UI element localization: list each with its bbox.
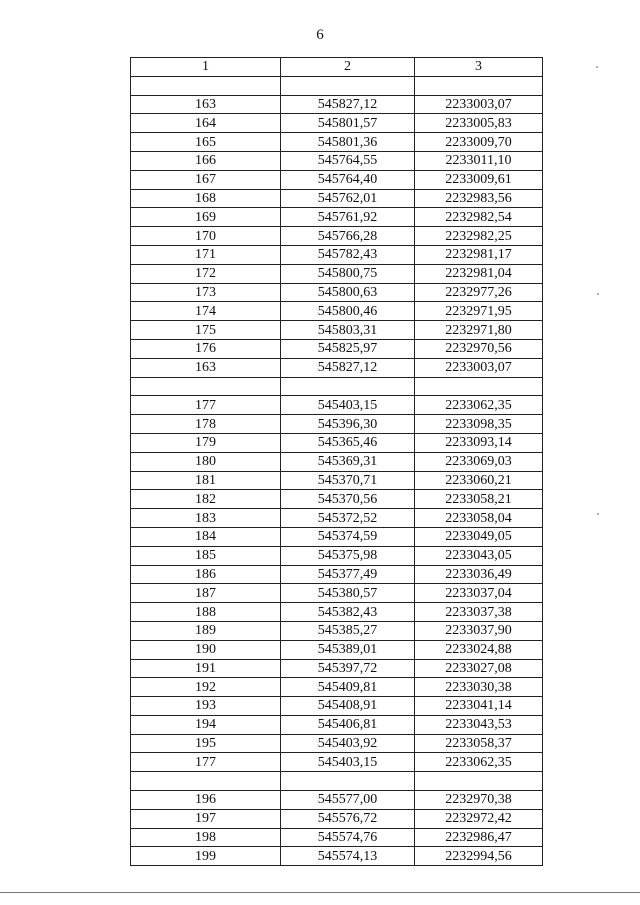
- y-coordinate-cell: 2233043,53: [415, 715, 543, 734]
- point-number-cell: 193: [131, 697, 281, 716]
- point-number-cell: 194: [131, 715, 281, 734]
- x-coordinate-cell: 545574,13: [281, 847, 415, 866]
- x-coordinate-cell: 545766,28: [281, 227, 415, 246]
- y-coordinate-cell: 2233037,04: [415, 584, 543, 603]
- y-coordinate-cell: 2233062,35: [415, 753, 543, 772]
- table-row: [131, 170, 543, 189]
- point-number-cell: 163: [131, 358, 281, 377]
- y-coordinate-cell: 2233003,07: [415, 95, 543, 114]
- x-coordinate-cell: 545374,59: [281, 527, 415, 546]
- page-bottom-edge: [0, 892, 640, 893]
- column-header-point: 1: [131, 58, 281, 77]
- y-coordinate-cell: 2233027,08: [415, 659, 543, 678]
- point-number-cell: 197: [131, 809, 281, 828]
- table-row: [131, 245, 543, 264]
- point-number-cell: 186: [131, 565, 281, 584]
- point-number-cell: 174: [131, 302, 281, 321]
- y-coordinate-cell: 2232972,42: [415, 809, 543, 828]
- table-row: [131, 809, 543, 828]
- y-coordinate-cell: 2232982,54: [415, 208, 543, 227]
- table-row: [131, 734, 543, 753]
- x-coordinate-cell: 545375,98: [281, 546, 415, 565]
- y-coordinate-cell: 2233037,90: [415, 621, 543, 640]
- y-coordinate-cell: 2232971,95: [415, 302, 543, 321]
- x-coordinate-cell: 545382,43: [281, 603, 415, 622]
- table-row: [131, 227, 543, 246]
- x-coordinate-cell: 545801,57: [281, 114, 415, 133]
- x-coordinate-cell: 545762,01: [281, 189, 415, 208]
- scan-speck: [597, 513, 599, 515]
- y-coordinate-cell: [415, 377, 543, 396]
- y-coordinate-cell: 2233011,10: [415, 151, 543, 170]
- y-coordinate-cell: 2233024,88: [415, 640, 543, 659]
- table-row: [131, 415, 543, 434]
- y-coordinate-cell: 2232986,47: [415, 828, 543, 847]
- y-coordinate-cell: 2233009,70: [415, 133, 543, 152]
- point-number-cell: 171: [131, 245, 281, 264]
- y-coordinate-cell: 2233058,21: [415, 490, 543, 509]
- x-coordinate-cell: 545385,27: [281, 621, 415, 640]
- x-coordinate-cell: 545782,43: [281, 245, 415, 264]
- point-number-cell: 198: [131, 828, 281, 847]
- y-coordinate-cell: 2233009,61: [415, 170, 543, 189]
- table-row: [131, 95, 543, 114]
- y-coordinate-cell: [415, 76, 543, 95]
- coordinates-table: [130, 57, 543, 866]
- y-coordinate-cell: 2232977,26: [415, 283, 543, 302]
- table-row: [131, 678, 543, 697]
- y-coordinate-cell: 2233030,38: [415, 678, 543, 697]
- point-number-cell: 189: [131, 621, 281, 640]
- table-row: [131, 133, 543, 152]
- x-coordinate-cell: 545801,36: [281, 133, 415, 152]
- point-number-cell: 172: [131, 264, 281, 283]
- x-coordinate-cell: [281, 377, 415, 396]
- column-header-y: 3: [415, 58, 543, 77]
- point-number-cell: 179: [131, 433, 281, 452]
- x-coordinate-cell: [281, 76, 415, 95]
- y-coordinate-cell: 2233058,37: [415, 734, 543, 753]
- blank-separator-row: [131, 377, 543, 396]
- x-coordinate-cell: 545406,81: [281, 715, 415, 734]
- y-coordinate-cell: 2233049,05: [415, 527, 543, 546]
- point-number-cell: 175: [131, 321, 281, 340]
- point-number-cell: [131, 76, 281, 95]
- table-row: [131, 697, 543, 716]
- x-coordinate-cell: 545408,91: [281, 697, 415, 716]
- y-coordinate-cell: [415, 772, 543, 791]
- y-coordinate-cell: 2232982,25: [415, 227, 543, 246]
- y-coordinate-cell: 2233037,38: [415, 603, 543, 622]
- point-number-cell: 176: [131, 339, 281, 358]
- table-row: [131, 452, 543, 471]
- point-number-cell: 167: [131, 170, 281, 189]
- x-coordinate-cell: 545800,63: [281, 283, 415, 302]
- x-coordinate-cell: 545825,97: [281, 339, 415, 358]
- y-coordinate-cell: 2233098,35: [415, 415, 543, 434]
- y-coordinate-cell: 2232981,04: [415, 264, 543, 283]
- table-row: [131, 603, 543, 622]
- x-coordinate-cell: 545827,12: [281, 358, 415, 377]
- table-row: [131, 715, 543, 734]
- point-number-cell: 166: [131, 151, 281, 170]
- point-number-cell: 188: [131, 603, 281, 622]
- table-row: [131, 640, 543, 659]
- table-row: [131, 753, 543, 772]
- y-coordinate-cell: 2233069,03: [415, 452, 543, 471]
- point-number-cell: 170: [131, 227, 281, 246]
- x-coordinate-cell: 545396,30: [281, 415, 415, 434]
- table-row: [131, 358, 543, 377]
- point-number-cell: 168: [131, 189, 281, 208]
- x-coordinate-cell: 545827,12: [281, 95, 415, 114]
- point-number-cell: 177: [131, 753, 281, 772]
- table-row: [131, 565, 543, 584]
- x-coordinate-cell: 545370,56: [281, 490, 415, 509]
- table-row: [131, 321, 543, 340]
- point-number-cell: 185: [131, 546, 281, 565]
- table-row: [131, 546, 543, 565]
- y-coordinate-cell: 2233005,83: [415, 114, 543, 133]
- table-row: [131, 264, 543, 283]
- x-coordinate-cell: 545365,46: [281, 433, 415, 452]
- x-coordinate-cell: 545397,72: [281, 659, 415, 678]
- y-coordinate-cell: 2233058,04: [415, 509, 543, 528]
- table-row: [131, 584, 543, 603]
- point-number-cell: 177: [131, 396, 281, 415]
- table-row: [131, 302, 543, 321]
- x-coordinate-cell: 545370,71: [281, 471, 415, 490]
- table-row: [131, 433, 543, 452]
- table-body: [131, 76, 543, 865]
- point-number-cell: [131, 772, 281, 791]
- table-row: [131, 828, 543, 847]
- point-number-cell: 181: [131, 471, 281, 490]
- point-number-cell: 191: [131, 659, 281, 678]
- point-number-cell: 192: [131, 678, 281, 697]
- x-coordinate-cell: 545764,40: [281, 170, 415, 189]
- point-number-cell: 190: [131, 640, 281, 659]
- point-number-cell: 163: [131, 95, 281, 114]
- point-number-cell: 173: [131, 283, 281, 302]
- table-row: [131, 659, 543, 678]
- table-row: [131, 471, 543, 490]
- x-coordinate-cell: 545380,57: [281, 584, 415, 603]
- x-coordinate-cell: 545377,49: [281, 565, 415, 584]
- x-coordinate-cell: 545761,92: [281, 208, 415, 227]
- x-coordinate-cell: 545409,81: [281, 678, 415, 697]
- point-number-cell: 182: [131, 490, 281, 509]
- y-coordinate-cell: 2233062,35: [415, 396, 543, 415]
- table-row: [131, 791, 543, 810]
- table-row: [131, 189, 543, 208]
- y-coordinate-cell: 2232994,56: [415, 847, 543, 866]
- table-row: [131, 490, 543, 509]
- point-number-cell: 169: [131, 208, 281, 227]
- table-row: [131, 151, 543, 170]
- x-coordinate-cell: 545576,72: [281, 809, 415, 828]
- x-coordinate-cell: 545369,31: [281, 452, 415, 471]
- point-number-cell: 183: [131, 509, 281, 528]
- x-coordinate-cell: 545574,76: [281, 828, 415, 847]
- point-number-cell: [131, 377, 281, 396]
- y-coordinate-cell: 2232970,56: [415, 339, 543, 358]
- table-row: [131, 283, 543, 302]
- column-header-x: 2: [281, 58, 415, 77]
- x-coordinate-cell: 545403,15: [281, 753, 415, 772]
- y-coordinate-cell: 2233036,49: [415, 565, 543, 584]
- y-coordinate-cell: 2233060,21: [415, 471, 543, 490]
- page-number: 6: [316, 27, 324, 43]
- y-coordinate-cell: 2232981,17: [415, 245, 543, 264]
- table-row: [131, 396, 543, 415]
- table-header-row: [131, 58, 543, 77]
- table-row: [131, 339, 543, 358]
- point-number-cell: 178: [131, 415, 281, 434]
- y-coordinate-cell: 2232983,56: [415, 189, 543, 208]
- table-row: [131, 847, 543, 866]
- x-coordinate-cell: 545577,00: [281, 791, 415, 810]
- table-row: [131, 621, 543, 640]
- x-coordinate-cell: 545764,55: [281, 151, 415, 170]
- x-coordinate-cell: 545800,46: [281, 302, 415, 321]
- point-number-cell: 165: [131, 133, 281, 152]
- blank-separator-row: [131, 76, 543, 95]
- x-coordinate-cell: 545803,31: [281, 321, 415, 340]
- point-number-cell: 180: [131, 452, 281, 471]
- y-coordinate-cell: 2233043,05: [415, 546, 543, 565]
- x-coordinate-cell: 545403,92: [281, 734, 415, 753]
- y-coordinate-cell: 2233041,14: [415, 697, 543, 716]
- y-coordinate-cell: 2233003,07: [415, 358, 543, 377]
- x-coordinate-cell: [281, 772, 415, 791]
- point-number-cell: 164: [131, 114, 281, 133]
- y-coordinate-cell: 2232970,38: [415, 791, 543, 810]
- blank-separator-row: [131, 772, 543, 791]
- x-coordinate-cell: 545372,52: [281, 509, 415, 528]
- point-number-cell: 195: [131, 734, 281, 753]
- x-coordinate-cell: 545800,75: [281, 264, 415, 283]
- point-number-cell: 196: [131, 791, 281, 810]
- table-row: [131, 509, 543, 528]
- y-coordinate-cell: 2232971,80: [415, 321, 543, 340]
- scan-speck: [597, 293, 599, 295]
- point-number-cell: 184: [131, 527, 281, 546]
- y-coordinate-cell: 2233093,14: [415, 433, 543, 452]
- point-number-cell: 199: [131, 847, 281, 866]
- scan-speck: [596, 66, 598, 68]
- table-row: [131, 208, 543, 227]
- table-row: [131, 527, 543, 546]
- x-coordinate-cell: 545403,15: [281, 396, 415, 415]
- x-coordinate-cell: 545389,01: [281, 640, 415, 659]
- table-row: [131, 114, 543, 133]
- point-number-cell: 187: [131, 584, 281, 603]
